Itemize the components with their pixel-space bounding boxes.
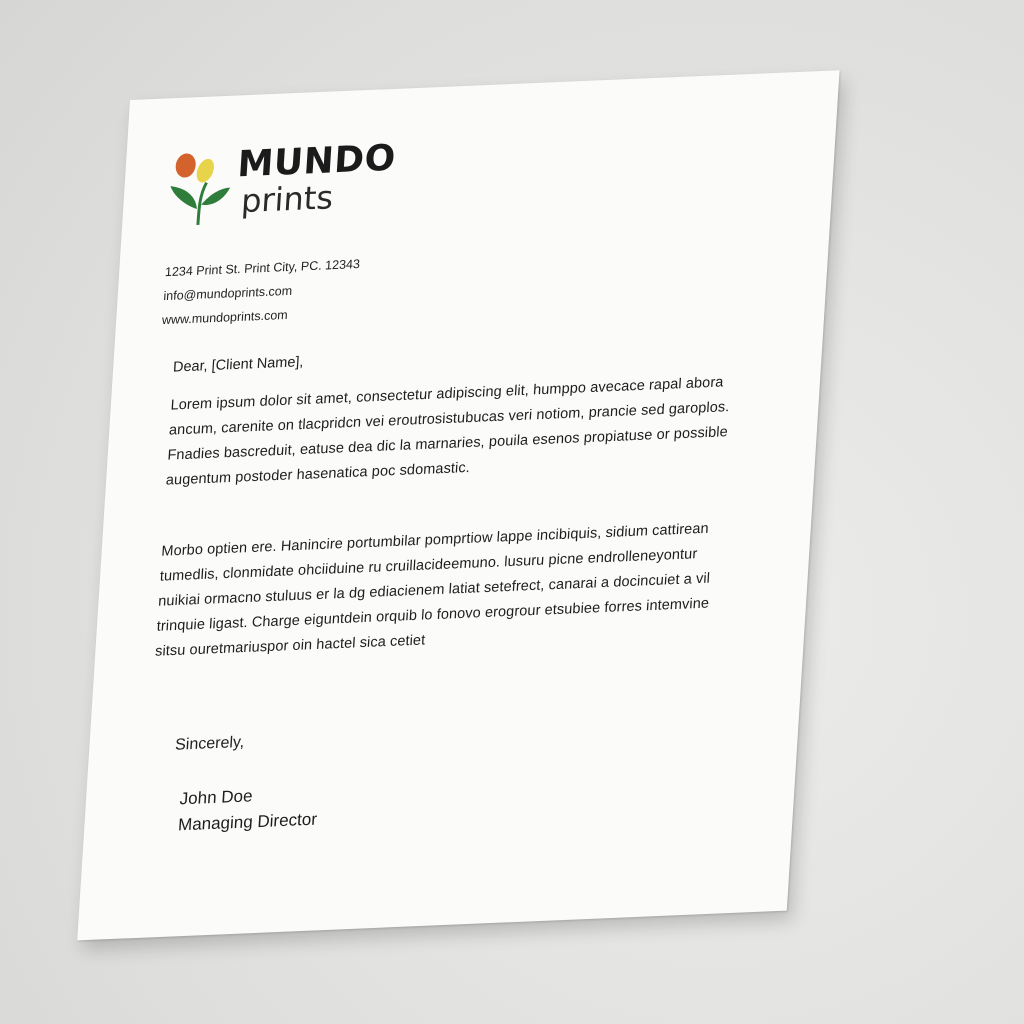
company-logo bbox=[162, 137, 397, 231]
body-paragraph-2: Morbo optien ere. Hanincire portumbilar pomprtiow lappe incibiquis, sidium cattirean tumedlis, clonmidate ohciiduine ru cruillacideemuno. lusuru picne endrolleneyontur nuikiai ormacno stuluus er la dg ediacienem latiat setefrect, canarai a docincuiet a vil trinquie ligast. Charge eiguntdein orquib lo fonovo erogrour etsubiee forres intemvine sitsu ouretmariuspor oin hactel sica cetiet bbox=[154, 520, 711, 660]
flower-logo-icon bbox=[162, 147, 237, 230]
brand-name-secondary: prints bbox=[240, 178, 335, 221]
body-paragraph-1: Lorem ipsum dolor sit amet, consectetur adipiscing elit, humppo avecace rapal abora ancum, carenite on tlacpridcn vei eroutrosistubucas veri notiom, prancie sed garoplos. Fnadies bascreduit, eatuse dea dic la marnaries, pouila esenos propiatuse or possible augentum postoder hasenatica poc sdomastic. bbox=[165, 374, 730, 489]
salutation: Dear, [Client Name], bbox=[172, 354, 304, 376]
company-address: 1234 Print St. Print City, PC. 12343 bbox=[164, 256, 361, 280]
signer-name: John Doe bbox=[179, 786, 254, 809]
company-website: www.mundoprints.com bbox=[161, 307, 289, 328]
letter-sheet bbox=[77, 70, 839, 940]
closing-line: Sincerely, bbox=[174, 733, 245, 754]
signer-title: Managing Director bbox=[177, 809, 318, 835]
signature-block bbox=[177, 781, 319, 839]
brand-name-primary: MUNDO bbox=[236, 137, 397, 186]
letter-body bbox=[151, 335, 753, 710]
contact-block bbox=[161, 252, 360, 332]
company-email: info@mundoprints.com bbox=[163, 283, 293, 304]
